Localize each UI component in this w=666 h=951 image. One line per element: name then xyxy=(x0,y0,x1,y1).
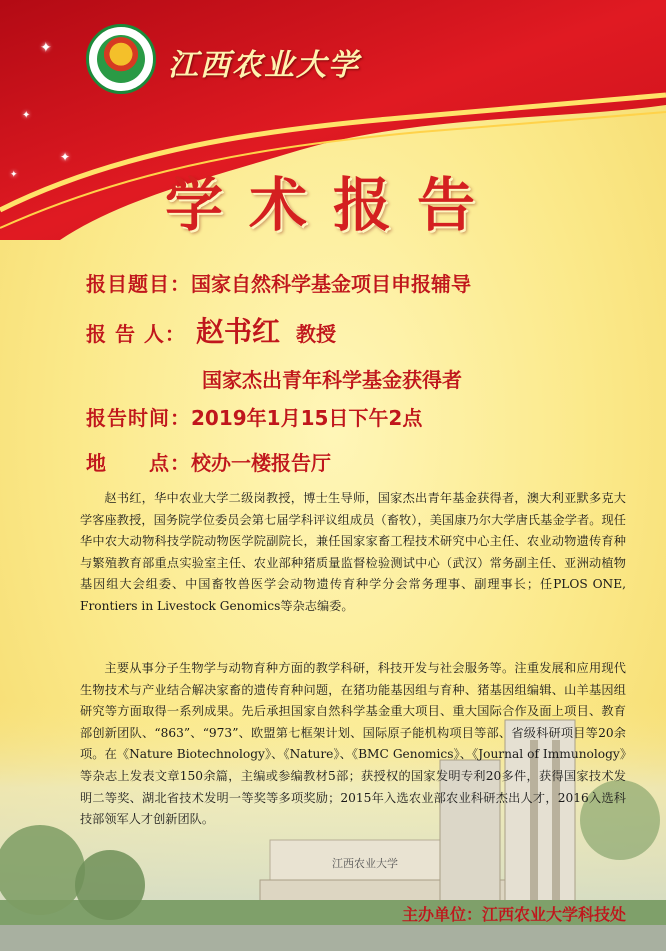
topic-line xyxy=(86,268,471,297)
topic-label: 报目题目： xyxy=(86,272,191,296)
time-value: 2019年1月15日下午2点 xyxy=(191,406,423,430)
university-seal-logo xyxy=(86,24,156,94)
speaker-name: 赵书红 xyxy=(195,315,280,348)
speaker-honor: 国家杰出青年科学基金获得者 xyxy=(202,368,462,392)
building-sign-text: 江西农业大学 xyxy=(332,857,398,870)
bio-paragraph-1: 赵书红，华中农业大学二级岗教授，博士生导师，国家杰出青年基金获得者，澳大利亚默多克大学客座教授，国务院学位委员会第七届学科评议组成员（畜牧），美国康乃尔大学唐氏基金学者。现任华中农大动物科技学院动物医学院副院长，兼任国家家畜工程技术研究中心主任、农业动物遗传育种与繁殖教育部重点实验室主任、农业部种猪质量监督检验测试中心（武汉）常务副主任、亚洲动植物基因组大会组委、中国畜牧兽医学会动物遗传育种学分会常务理事、副理事长；任PLOS ONE, Frontiers in Livestock Genomics等杂志编委。 xyxy=(80,491,626,613)
speaker-bio xyxy=(80,488,626,618)
topic-value: 国家自然科学基金项目申报辅导 xyxy=(191,272,471,296)
sparkle-icon: ✦ xyxy=(40,40,52,56)
speaker-title: 教授 xyxy=(295,322,336,346)
sparkle-icon: ✦ xyxy=(22,110,31,121)
logo-emblem xyxy=(97,35,145,83)
sponsor-line: 主办单位：江西农业大学科技处 xyxy=(401,905,626,924)
place-label: 地 点： xyxy=(86,451,191,475)
place-line xyxy=(86,447,331,476)
speaker-label: 报 告 人： xyxy=(86,322,186,346)
research-summary xyxy=(80,658,626,831)
school-name: 江西农业大学 xyxy=(168,48,360,83)
sparkle-icon: ✦ xyxy=(10,170,18,180)
time-line xyxy=(86,402,422,431)
bio-paragraph-2: 主要从事分子生物学与动物育种方面的教学科研，科技开发与社会服务等。注重发展和应用现代生物技术与产业结合解决家畜的遗传育种问题，在猪功能基因组与育种、猪基因组编辑、山羊基因组研究等方面取得一系列成果。先后承担国家自然科学基金重大项目、重大国际合作及面上项目、教育部创新团队、“863”、“973”、欧盟第七框架计划、国际原子能机构项目等部、省级科研项目等20余项。在《Nature Biotechnology》、《Nature》、《BMC Genomics》、《Journal of Immunology》等杂志上发表文章150余篇，主编或参编教材5部；获授权的国家发明专利20多件，获得国家技术发明二等奖、湖北省技术发明一等奖等多项奖励；2015年入选农业部农业科研杰出人才，2016入选科技部领军人才创新团队。 xyxy=(80,661,626,827)
poster-title: 学术报告 xyxy=(164,171,501,239)
speaker-line xyxy=(86,310,336,350)
place-value: 校办一楼报告厅 xyxy=(191,451,331,475)
sparkle-icon: ✦ xyxy=(60,150,71,164)
time-label: 报告时间： xyxy=(86,406,191,430)
